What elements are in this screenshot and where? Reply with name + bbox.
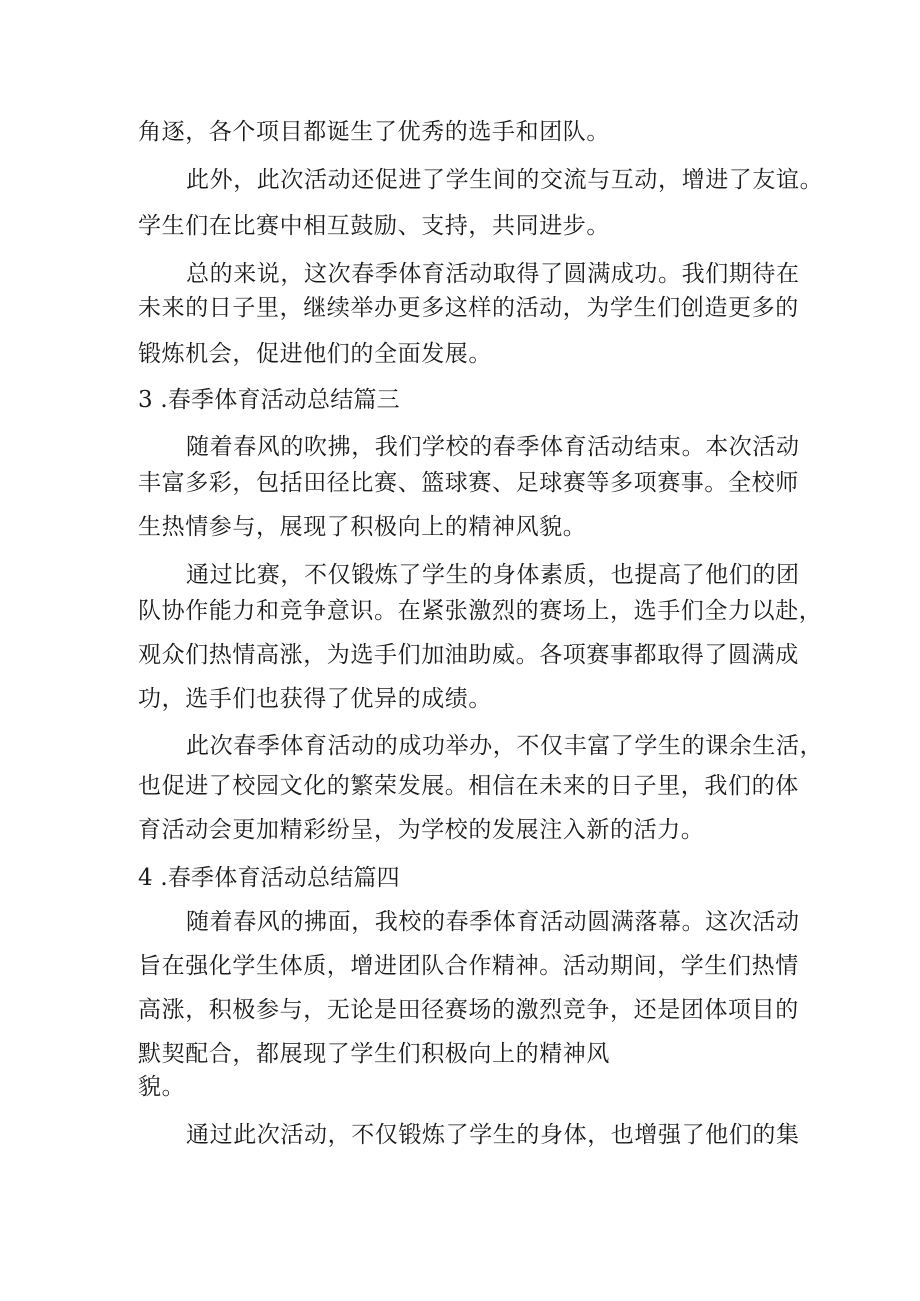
paragraph-line: 默契配合，都展现了学生们积极向上的精神风	[138, 1041, 610, 1067]
paragraph-line: 通过比赛，不仅锻炼了学生的身体素质，也提高了他们的团	[186, 562, 800, 588]
paragraph-line: 总的来说，这次春季体育活动取得了圆满成功。我们期待在	[186, 261, 800, 287]
paragraph-line: 貌。	[138, 1074, 186, 1100]
paragraph-line: 此外，此次活动还促进了学生间的交流与互动，增进了友谊。	[186, 167, 824, 193]
paragraph-line: 未来的日子里，继续举办更多这样的活动，为学生们创造更多的	[138, 295, 799, 321]
paragraph-line: 高涨，积极参与，无论是田径赛场的激烈竞争，还是团体项目的	[138, 997, 799, 1023]
paragraph-line: 锻炼机会，促进他们的全面发展。	[138, 341, 492, 367]
section-heading: 4 .春季体育活动总结篇四	[138, 865, 400, 891]
paragraph-line: 育活动会更加精彩纷呈，为学校的发展注入新的活力。	[138, 817, 705, 843]
section-heading: 3 .春季体育活动总结篇三	[138, 387, 400, 413]
paragraph-line: 生热情参与，展现了积极向上的精神风貌。	[138, 514, 587, 540]
paragraph-line: 随着春风的吹拂，我们学校的春季体育活动结束。本次活动	[186, 434, 800, 460]
paragraph-line: 队协作能力和竞争意识。在紧张激烈的赛场上，选手们全力以赴，	[138, 598, 823, 624]
paragraph-line: 通过此次活动，不仅锻炼了学生的身体，也增强了他们的集	[186, 1122, 800, 1148]
paragraph-line: 丰富多彩，包括田径比赛、篮球赛、足球赛等多项赛事。全校师	[138, 470, 799, 496]
paragraph-line: 旨在强化学生体质，增进团队合作精神。活动期间，学生们热情	[138, 953, 799, 979]
paragraph-line: 此次春季体育活动的成功举办，不仅丰富了学生的课余生活，	[186, 733, 824, 759]
paragraph-line: 也促进了校园文化的繁荣发展。相信在未来的日子里，我们的体	[138, 773, 799, 799]
paragraph-line: 观众们热情高涨，为选手们加油助威。各项赛事都取得了圆满成	[138, 642, 799, 668]
paragraph-line: 功，选手们也获得了优异的成绩。	[138, 686, 492, 712]
paragraph-line: 角逐，各个项目都诞生了优秀的选手和团队。	[138, 119, 610, 145]
paragraph-line: 学生们在比赛中相互鼓励、支持，共同进步。	[138, 213, 610, 239]
paragraph-line: 随着春风的拂面，我校的春季体育活动圆满落幕。这次活动	[186, 909, 800, 935]
